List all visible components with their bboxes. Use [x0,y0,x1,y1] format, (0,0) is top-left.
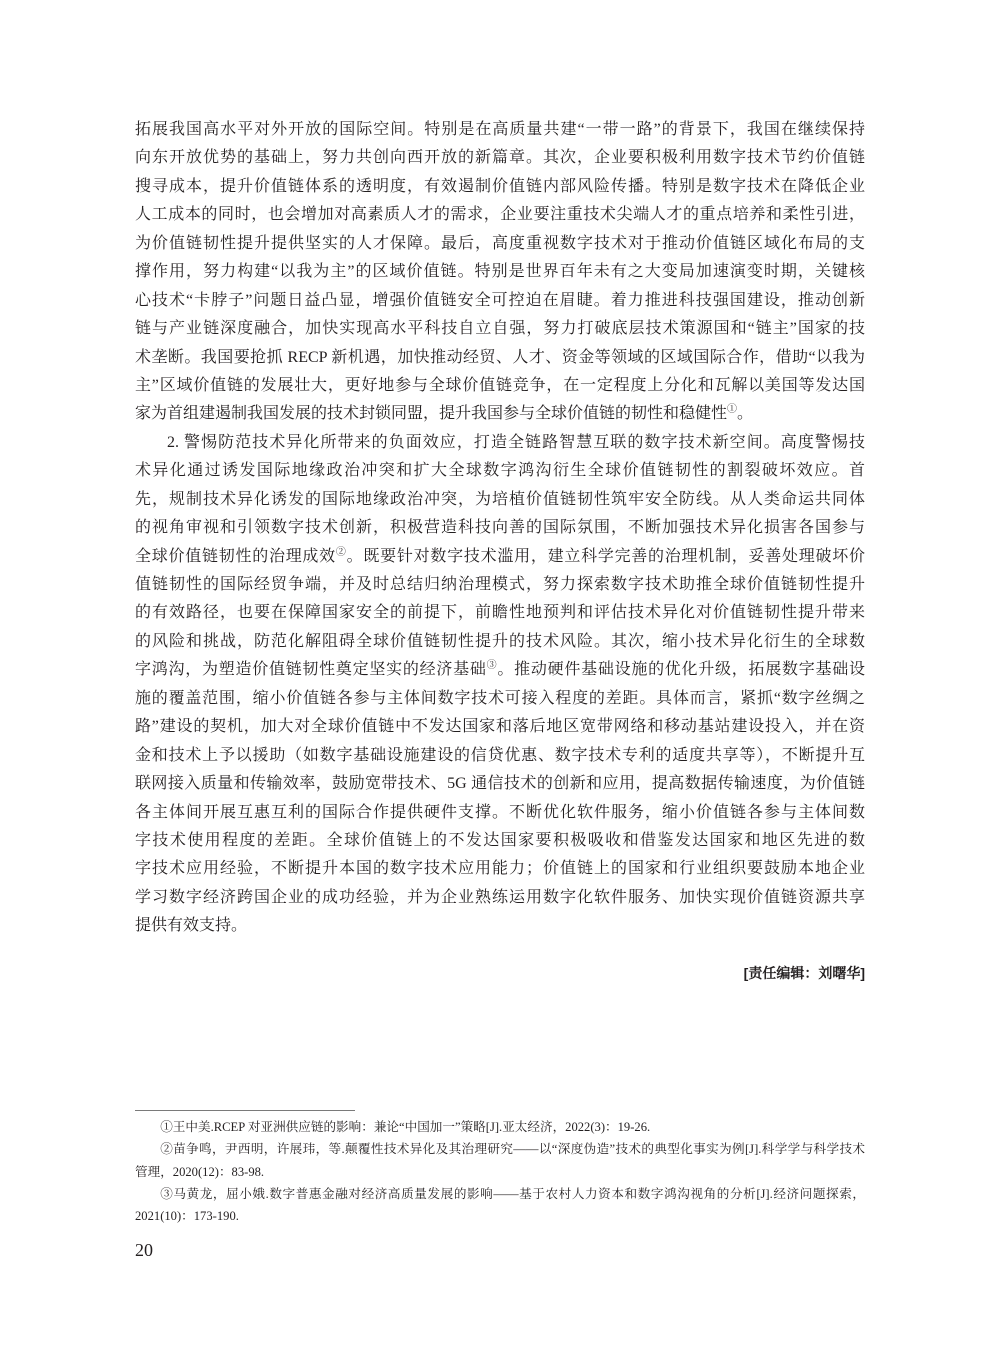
line-text: 字鸿沟，为塑造价值链韧性奠定坚实的经济基础 [135,661,487,679]
footnote-divider [135,1110,355,1111]
body-line: 提供有效支持。 [135,917,248,935]
body-line: 值链韧性的国际经贸争端，并及时总结归纳治理模式，努力探索数字技术助推全球价值链韧性提升 [135,576,865,593]
body-line: 拓展我国高水平对外开放的国际空间。特别是在高质量共建“一带一路”的背景下，我国在继续保持 [135,121,865,138]
body-line: 先，规制技术异化诱发的国际地缘政治冲突，为培植价值链韧性筑牢安全防线。从人类命运共同体 [135,490,865,508]
body-line: 链与产业链深度融合，加快实现高水平科技自立自强，努力打破底层技术策源国和“链主”国家的技 [135,320,865,338]
footnote-2 [135,1138,865,1183]
footnote-1 [135,1116,865,1138]
body-line: 金和技术上予以援助（如数字基础设施建设的信贷优惠、数字技术专利的适度共享等），不断提升互 [135,746,865,764]
footnote-ref-1: ① [727,404,738,416]
body-line [135,543,865,571]
body-line: 向东开放优势的基础上，努力共创向西开放的新篇章。其次，企业要积极利用数字技术节约价值链 [135,149,865,167]
line-text: 家为首组建遏制我国发展的技术封锁同盟，提升我国参与全球价值链的韧性和稳健性 [135,405,728,423]
body-line: 各主体间开展互惠互利的国际合作提供硬件支撑。不断优化软件服务，缩小价值链各参与主体间数 [135,803,865,821]
body-line: 字技术应用经验，不断提升本国的数字技术应用能力；价值链上的国家和行业组织要鼓励本地企业 [135,860,865,878]
body-line: 术异化通过诱发国际地缘政治冲突和扩大全球数字鸿沟衍生全球价值链韧性的割裂破坏效应。首 [135,462,865,480]
body-line: 术垄断。我国要抢抓 RECP 新机遇，加快推动经贸、人才、资金等领域的区域国际合作，借助“以我为 [135,348,865,366]
body-line: 人工成本的同时，也会增加对高素质人才的需求，企业要注重技术尖端人才的重点培养和柔性引进， [135,206,865,224]
footnote-line: ③马黄龙，屈小娥.数字普惠金融对经济高质量发展的影响——基于农村人力资本和数字鸿沟视角的分析[J].经济问题探索， [160,1186,865,1201]
body-line: 的风险和挑战，防范化解阻碍全球价值链韧性提升的技术风险。其次，缩小技术异化衍生的全球数 [135,632,865,650]
body-line [135,656,865,684]
body-line: 撑作用，努力构建“以我为主”的区域价值链。特别是世界百年未有之大变局加速演变时期，关键核 [135,263,865,281]
footnotes [135,1116,865,1227]
page-number: 20 [135,1240,153,1260]
editor-note: [责任编辑：刘曙华] [743,965,865,981]
body-line: 的视角审视和引领数字技术创新，积极营造科技向善的国际氛围，不断加强技术异化损害各国参与 [135,519,865,537]
body-line: 2. 警惕防范技术异化所带来的负面效应，打造全链路智慧互联的数字技术新空间。高度警惕技 [167,433,865,451]
body-line: 主”区域价值链的发展壮大，更好地参与全球价值链竞争，在一定程度上分化和瓦解以美国等发达国 [135,376,865,394]
paragraph-1 [135,116,865,429]
body-line: 学习数字经济跨国企业的成功经验，并为企业熟练运用数字化软件服务、加快实现价值链资源共享 [135,888,865,906]
line-text: 。推动硬件基础设施的优化升级，拓展数字基础设 [497,661,865,679]
body-line: 的有效路径，也要在保障国家安全的前提下，前瞻性地预判和评估技术异化对价值链韧性提升带来 [135,604,865,622]
line-text: 全球价值链韧性的治理成效 [135,547,336,565]
footnote-3 [135,1183,865,1228]
body-line: 联网接入质量和传输效率，鼓励宽带技术、5G 通信技术的创新和应用，提高数据传输速度，为价值链 [135,775,865,793]
body-line: 搜寻成本，提升价值链体系的透明度，有效遏制价值链内部风险传播。特别是数字技术在降低企业 [135,177,865,195]
body-text [135,116,865,941]
footnote-line: ①王中美.RCEP 对亚洲供应链的影响：兼论“中国加一”策略[J].亚太经济，2022(3)：19-26. [160,1120,651,1134]
body-line [135,400,865,428]
paragraph-2 [135,429,865,941]
footnote-ref-2: ② [335,546,347,558]
line-text: 。既要针对数字技术滥用，建立科学完善的治理机制，妥善处理破坏价 [346,547,865,565]
body-line: 路”建设的契机，加大对全球价值链中不发达国家和落后地区宽带网络和移动基站建设投入，并在资 [135,718,865,736]
footnote-line: ②苗争鸣，尹西明，许展玮，等.颠覆性技术异化及其治理研究——以“深度伪造”技术的典型化事实为例[J].科学学与科学技术 [160,1142,865,1157]
body-line: 心技术“卡脖子”问题日益凸显，增强价值链安全可控迫在眉睫。着力推进科技强国建设，推动创新 [135,291,865,309]
line-text: 。 [737,405,754,423]
body-line: 施的覆盖范围，缩小价值链各参与主体间数字技术可接入程度的差距。具体而言，紧抓“数字丝绸之 [135,689,865,707]
footnote-line: 管理，2020(12)：83-98. [135,1164,265,1179]
body-line: 为价值链韧性提升提供坚实的人才保障。最后，高度重视数字技术对于推动价值链区域化布局的支 [135,234,865,252]
footnote-line: 2021(10)：173-190. [135,1209,239,1224]
body-line: 字技术使用程度的差距。全球价值链上的不发达国家要积极吸收和借鉴发达国家和地区先进的数 [135,831,865,849]
footnote-ref-3: ③ [486,660,498,672]
